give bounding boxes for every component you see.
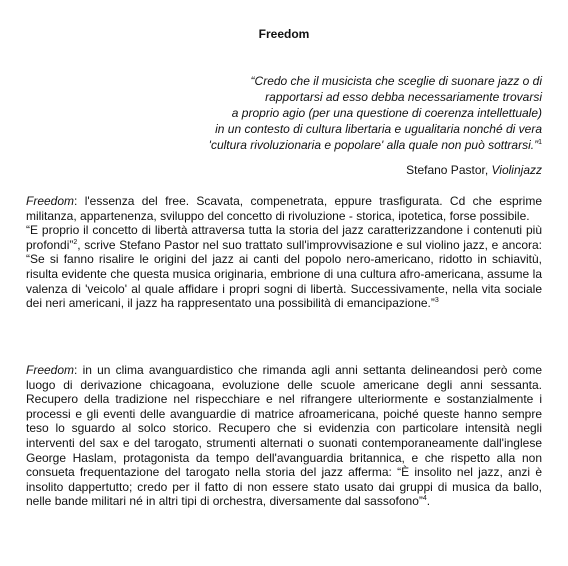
paragraph-2	[26, 363, 542, 509]
paragraph-1	[26, 194, 542, 311]
footnote-marker-3: 3	[434, 297, 439, 305]
epigraph-attribution	[406, 162, 542, 178]
footnote-marker-2: 2	[73, 238, 78, 246]
epigraph-line: “Credo che il musicista che sceglie di suonare jazz o di	[250, 74, 542, 88]
paragraph-text: “E proprio il concetto di libertà attraversa tutta la storia del jazz caratterizzandone i contenuti più profondi”	[26, 223, 542, 252]
attribution-author: Stefano Pastor,	[406, 163, 489, 177]
paragraph-text: : in un clima avanguardistico che rimanda agli anni settanta delineandosi però come luogo di derivazione chicagoana, evoluzione delle scuole americane degli anni sessanta. Recupero della tradizione nel rispecchiare e nel rifrangere ulteriormente e sostanzialmente i processi e gli eventi delle avanguardie di matrice afroamericana, poiché queste hanno sempre teso lo sguardo al solco storico. Recupero che si evidenzia con particolare intensità negli interventi del sax e del tarogato, strumenti alternati o suonati contemporaneamente dall'inglese George Haslam, protagonista da tempo dell'avanguardia britannica, e che rispetto alla non consueta frequentazione del tarogato nella storia del jazz afferma: “È insolito nel jazz, anzi è insolito dappertutto; credo per il fatto di non essere stato usato dai gruppi di musica da ballo, nelle bande militari né in altri tipi di orchestra, diversamente dal sassofono”	[26, 363, 542, 509]
epigraph-line-last	[122, 137, 542, 153]
footnote-marker-1: 1	[538, 139, 542, 146]
epigraph-line: rapportarsi ad esso debba necessariamente trovarsi	[265, 90, 542, 104]
epigraph-line: a proprio agio (per una questione di coerenza intellettuale)	[231, 106, 542, 120]
lead-italic-word: Freedom	[26, 363, 75, 377]
paragraph-2-text	[26, 363, 542, 509]
epigraph-line-text: 'cultura rivoluzionaria e popolare' alla quale non può sottrarsi.”	[208, 138, 539, 152]
paragraph-text: : l'essenza del free. Scavata, compenetrata, eppure trasfigurata. Cd che esprime militanza, appartenenza, sviluppo del concetto di rivoluzione - storica, ipotetica, forse possibile.	[26, 194, 542, 223]
paragraph-end: .	[426, 494, 431, 509]
paragraph-text: , scrive Stefano Pastor nel suo trattato sull'improvvisazione e sul violino jazz, e ancora: “Se si fanno risalire le origini del jazz ai canti del popolo nero-americano, ridotto in schiavitù, risulta evidente che questa musica originaria, embrione di una cultura afro-americana, assume la valenza di 'veicolo' al quale affidare i propri sogni di libertà. Successivamente, nella vita sociale dei neri americani, il jazz ha rappresentato una possibilità di emancipazione.”	[26, 237, 542, 311]
lead-italic-word: Freedom	[26, 194, 75, 208]
paragraph-1-part-a	[26, 194, 542, 223]
footnote-marker-4: 4	[422, 495, 427, 503]
epigraph-quote	[122, 73, 542, 153]
epigraph-line: in un contesto di cultura libertaria e ugualitaria nonché di vera	[215, 122, 542, 136]
attribution-work: Violinjazz	[491, 163, 542, 177]
page-title: Freedom	[258, 27, 310, 41]
paragraph-1-part-b	[26, 223, 542, 311]
